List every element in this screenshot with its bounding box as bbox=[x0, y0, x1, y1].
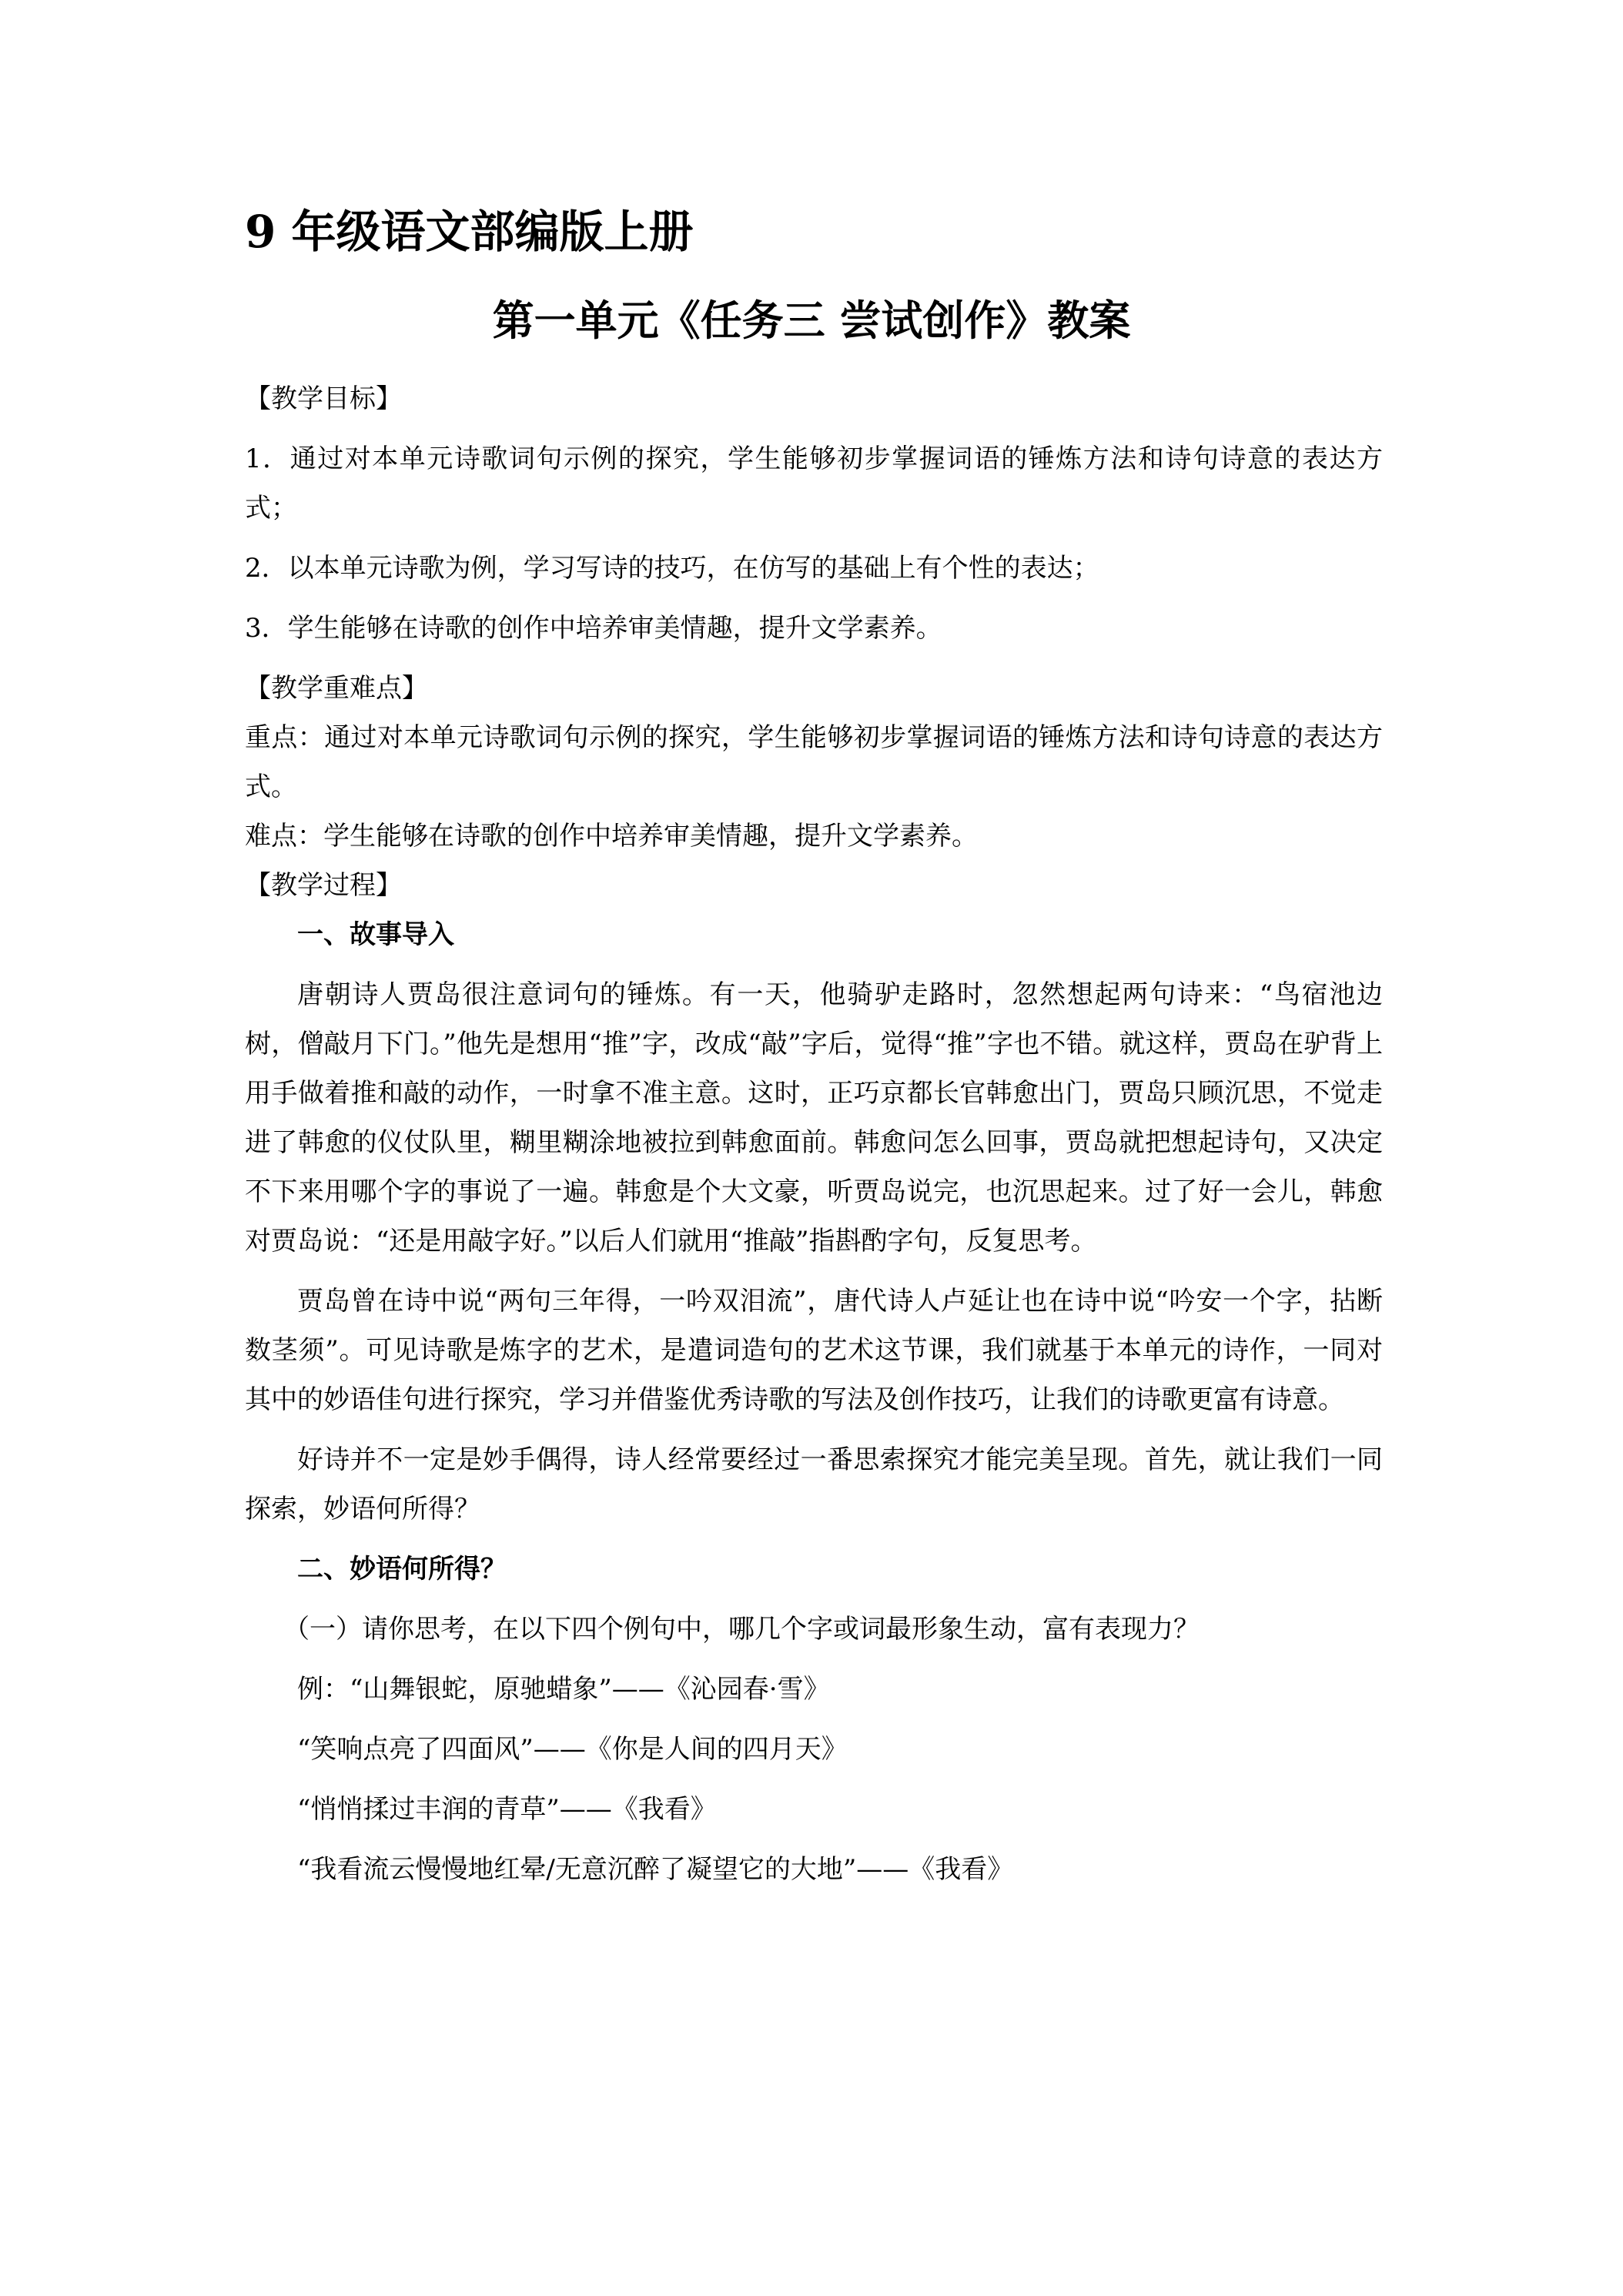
difficulty-text: 难点：学生能够在诗歌的创作中培养审美情趣，提升文学素养。 bbox=[245, 821, 978, 852]
example-line: “我看流云慢慢地红晕/无意沉醉了凝望它的大地”——《我看》 bbox=[297, 1854, 1014, 1885]
document-title: 9 年级语文部编版上册 bbox=[245, 206, 694, 258]
document-subtitle: 第一单元《任务三 尝试创作》教案 bbox=[492, 296, 1131, 345]
example-line: “悄悄揉过丰润的青草”——《我看》 bbox=[297, 1794, 717, 1825]
question-text: （一）请你思考，在以下四个例句中，哪几个字或词最形象生动，富有表现力？ bbox=[283, 1614, 1200, 1645]
story-paragraph: 唐朝诗人贾岛很注意词句的锤炼。有一天，他骑驴走路时，忽然想起两句诗来：“鸟宿池边树，僧敲月下门。”他先是想用“推”字，改成“敲”字后，觉得“推”字也不错。就这样，贾岛在驴背上用手做着推和敲的动作，一时拿不准主意。这时，正巧京都长官韩愈出门，贾岛只顾沉思，不觉走进了韩愈的仪仗队里，糊里糊涂地被拉到韩愈面前。韩愈问怎么回事，贾岛就把想起诗句，又决定不下来用哪个字的事说了一遍。韩愈是个大文豪，听贾岛说完，也沉思起来。过了好一会儿，韩愈对贾岛说：“还是用敲字好。”以后人们就用“推敲”指斟酌字句，反复思考。 bbox=[245, 979, 1383, 1257]
section-heading: 二、妙语何所得？ bbox=[297, 1554, 507, 1585]
example-line: “笑响点亮了四面风”——《你是人间的四月天》 bbox=[297, 1734, 848, 1765]
story-paragraph: 好诗并不一定是妙手偶得，诗人经常要经过一番思索探究才能完美呈现。首先，就让我们一同探索，妙语何所得？ bbox=[245, 1444, 1383, 1525]
objective-item: 2．以本单元诗歌为例，学习写诗的技巧，在仿写的基础上有个性的表达； bbox=[245, 553, 1099, 584]
process-header: 【教学过程】 bbox=[245, 870, 402, 901]
section-heading: 一、故事导入 bbox=[297, 919, 454, 950]
story-paragraph: 贾岛曾在诗中说“两句三年得，一吟双泪流”，唐代诗人卢延让也在诗中说“吟安一个字，拈断数茎须”。可见诗歌是炼字的艺术，是遣词造句的艺术这节课，我们就基于本单元的诗作，一同对其中的妙语佳句进行探究，学习并借鉴优秀诗歌的写法及创作技巧，让我们的诗歌更富有诗意。 bbox=[245, 1286, 1383, 1415]
example-line: 例：“山舞银蛇，原驰蜡象”——《沁园春·雪》 bbox=[297, 1674, 830, 1705]
document-body bbox=[245, 374, 1383, 1894]
objectives-header: 【教学目标】 bbox=[245, 383, 402, 414]
key-point-text: 重点：通过对本单元诗歌词句示例的探究，学生能够初步掌握词语的锤炼方法和诗句诗意的表达方式。 bbox=[245, 722, 1383, 802]
objective-item: 3．学生能够在诗歌的创作中培养审美情趣，提升文学素养。 bbox=[245, 613, 942, 644]
key-points-header: 【教学重难点】 bbox=[245, 673, 428, 704]
objective-item: 1．通过对本单元诗歌词句示例的探究，学生能够初步掌握词语的锤炼方法和诗句诗意的表达方式； bbox=[245, 443, 1383, 524]
